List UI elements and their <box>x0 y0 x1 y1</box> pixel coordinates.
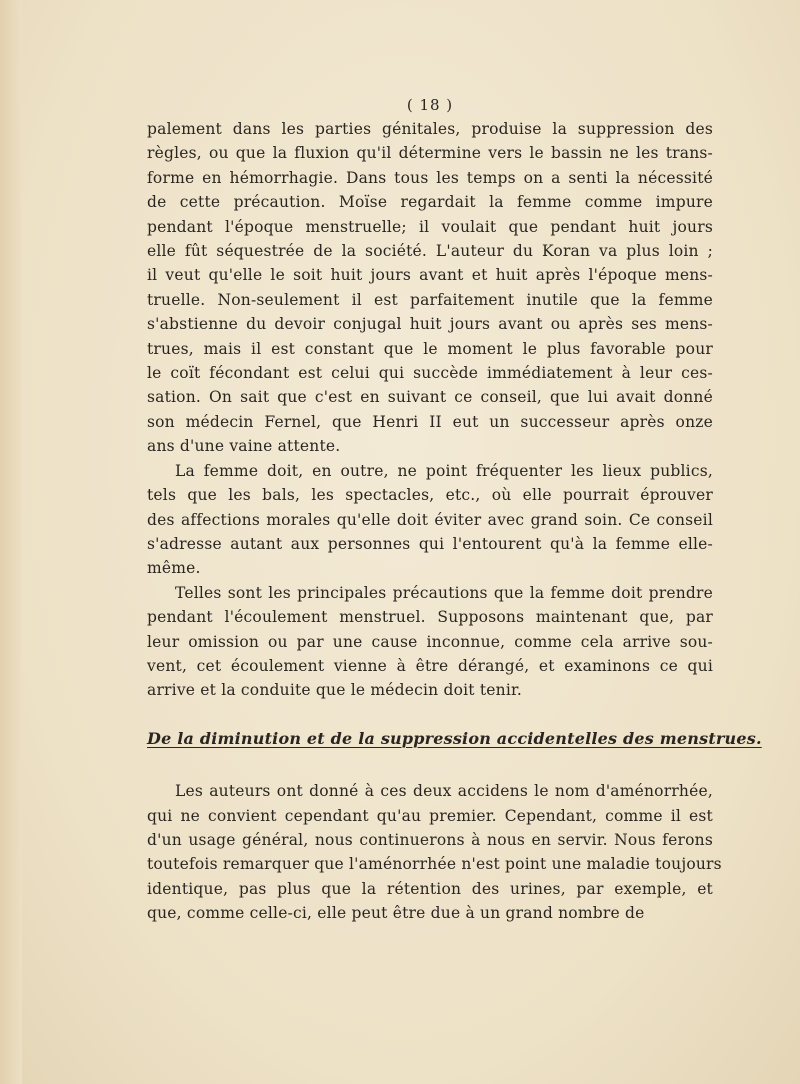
text-line: elle fût séquestrée de la société. L'auteur du Koran va plus loin ; <box>147 242 713 261</box>
paragraph-4 <box>147 779 722 925</box>
text-line: La femme doit, en outre, ne point fréquenter les lieux publics, <box>175 461 713 480</box>
paragraph-3 <box>147 581 713 703</box>
text-line: que, comme celle-ci, elle peut être due à un grand nombre de <box>147 904 645 923</box>
text-line: qui ne convient cependant qu'au premier. Cependant, comme il est <box>147 806 713 825</box>
text-line: arrive et la conduite que le médecin doit tenir. <box>147 681 523 700</box>
text-line: truelle. Non-seulement il est parfaitement inutile que la femme <box>147 290 713 309</box>
text-line: son médecin Fernel, que Henri II eut un successeur après onze <box>147 412 713 431</box>
text-line: vent, cet écoulement vienne à être dérangé, et examinons ce qui <box>147 656 713 675</box>
text-line: Les auteurs ont donné à ces deux accidens le nom d'aménorrhée, <box>175 782 713 801</box>
text-line: identique, pas plus que la rétention des urines, par exemple, et <box>147 879 713 898</box>
text-line: il veut qu'elle le soit huit jours avant et huit après l'époque mens- <box>147 266 713 285</box>
text-line: s'adresse autant aux personnes qui l'entourent qu'à la femme elle- <box>147 534 713 553</box>
text-line: s'abstienne du devoir conjugal huit jours avant ou après ses mens- <box>147 315 713 334</box>
section-heading: De la diminution et de la suppression accidentelles des menstrues. <box>147 728 762 748</box>
text-line: toutefois remarquer que l'aménorrhée n'est point une maladie toujours <box>147 855 722 874</box>
text-line: le coït fécondant est celui qui succède immédiatement à leur ces- <box>147 364 713 383</box>
text-line: des affections morales qu'elle doit éviter avec grand soin. Ce conseil <box>147 510 713 529</box>
paragraph-1 <box>147 117 713 459</box>
page-edge <box>0 0 22 1084</box>
text-line: pendant l'époque menstruelle; il voulait que pendant huit jours <box>147 217 713 236</box>
text-line: de cette précaution. Moïse regardait la femme comme impure <box>147 193 713 212</box>
text-line: leur omission ou par une cause inconnue, comme cela arrive sou- <box>147 632 713 651</box>
text-line: même. <box>147 559 201 578</box>
text-line: ans d'une vaine attente. <box>147 437 341 456</box>
text-line: trues, mais il est constant que le moment le plus favorable pour <box>147 339 713 358</box>
text-line: d'un usage général, nous continuerons à nous en servir. Nous ferons <box>147 830 713 849</box>
text-line: forme en hémorrhagie. Dans tous les temps on a senti la nécessité <box>147 168 713 187</box>
text-line: sation. On sait que c'est en suivant ce conseil, que lui avait donné <box>147 388 713 407</box>
text-line: tels que les bals, les spectacles, etc., où elle pourrait éprouver <box>147 486 713 505</box>
text-line: règles, ou que la fluxion qu'il détermine vers le bassin ne les trans- <box>147 144 713 163</box>
page-number: ( 18 ) <box>406 96 454 114</box>
text-line: Telles sont les principales précautions que la femme doit prendre <box>175 583 713 602</box>
text-line: palement dans les parties génitales, produise la suppression des <box>147 120 713 138</box>
body-text <box>147 117 762 926</box>
paragraph-2 <box>147 459 713 581</box>
text-line: pendant l'écoulement menstruel. Supposons maintenant que, par <box>147 608 713 627</box>
